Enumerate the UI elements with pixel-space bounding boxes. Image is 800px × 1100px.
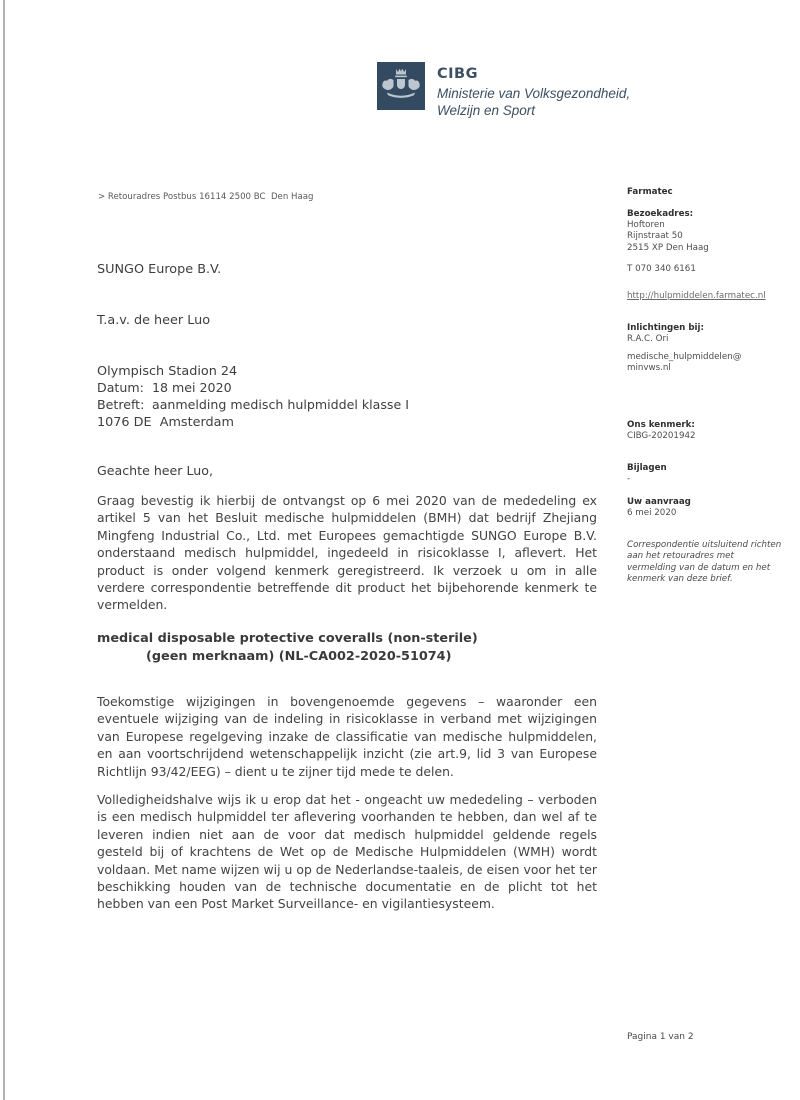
correspondence-note: Correspondentie uitsluitend richten aan het retouradres met vermelding van de datum en het kenmerk van deze brief. — [627, 540, 782, 585]
visit-address-line: 2515 XP Den Haag — [627, 242, 709, 253]
visit-address-line: Hoftoren — [627, 220, 665, 231]
betreft-label: Betreft: — [97, 397, 145, 413]
contact-email-line: medische_hulpmiddelen@ — [627, 352, 742, 362]
org-name: CIBG — [437, 66, 478, 82]
attachments-label: Bijlagen — [627, 463, 667, 473]
recipient-line: 1076 DE Amsterdam — [97, 415, 234, 430]
product-registration — [97, 630, 478, 666]
datum-label: Datum: — [97, 380, 144, 395]
visit-address-label: Bezoekadres: — [627, 209, 694, 219]
dutch-coat-of-arms-icon — [377, 62, 425, 110]
paragraph-changes: Toekomstige wijzigingen in bovengenoemde gegevens – waaronder een eventuele wijziging van de indeling in risicoklasse in verband met wijzigingen van Europese regelgeving inzake de classificatie van medische hulpmiddelen, en aan voortschrijdend wetenschappelijk inzicht (zie art.9, lid 3 van Europese Richtlijn 93/42/EEG) – dient u te zijner tijd mede te delen. — [97, 694, 597, 779]
reference-number: CIBG-20201942 — [627, 431, 696, 442]
paragraph-legal: Volledigheidshalve wijs ik u erop dat het - ongeacht uw mededeling – verboden is een medisch hulpmiddel ter aflevering voorhanden te hebben, dan wel af te leveren indien niet aan de voor dat medisch hulpmiddel geldende regels gesteld bij of krachtens de Wet op de Medische Hulpmiddelen (WMH) wordt voldaan. Met name wijzen wij u op de Nederlandse-taaleis, de eisen voor het ter beschikking houden van de technische documentatie en de plicht tot het hebben van een Post Market Surveillance- en vigilantiesysteem. — [97, 792, 597, 912]
request-date-value: 6 mei 2020 — [627, 508, 677, 519]
sidebar-department: Farmatec — [627, 187, 673, 197]
letterhead — [437, 66, 630, 119]
contact-block — [627, 323, 704, 345]
page-number: Pagina 1 van 2 — [627, 1032, 694, 1042]
datum-row — [97, 379, 409, 396]
contact-name: R.A.C. Ori — [627, 334, 669, 345]
request-date-label: Uw aanvraag — [627, 497, 691, 507]
request-date-block — [627, 497, 691, 519]
reference-block — [627, 420, 696, 442]
return-address: > Retouradres Postbus 16114 2500 BC Den Haag — [98, 192, 314, 202]
contact-email-line: minvws.nl — [627, 363, 671, 374]
recipient-address — [97, 227, 237, 465]
phone-number: T 070 340 6161 — [627, 264, 696, 274]
betreft-row — [97, 396, 409, 413]
ministry-name-line1: Ministerie van Volksgezondheid, — [437, 86, 631, 101]
attachments-block — [627, 463, 667, 485]
rijksoverheid-logo — [377, 62, 425, 110]
recipient-line: SUNGO Europe B.V. — [97, 262, 222, 277]
visit-address-line: Rijnstraat 50 — [627, 231, 683, 242]
salutation: Geachte heer Luo, — [97, 463, 213, 478]
attachments-value: - — [627, 474, 631, 485]
letter-meta — [97, 379, 409, 414]
ministry-name-line2: Welzijn en Sport — [437, 103, 536, 118]
visit-address-block — [627, 209, 709, 254]
contact-email — [627, 352, 741, 374]
reference-label: Ons kenmerk: — [627, 420, 695, 430]
website-link[interactable]: http://hulpmiddelen.farmatec.nl — [627, 291, 766, 301]
product-registration-number: (geen merknaam) (NL-CA002-2020-51074) — [146, 649, 452, 664]
paragraph-confirmation: Graag bevestig ik hierbij de ontvangst op 6 mei 2020 van de mededeling ex artikel 5 van het Besluit medische hulpmiddelen (BMH) dat bedrijf Zhejiang Mingfeng Industrial Co., Ltd. met Europees gemachtigde SUNGO Europe B.V. onderstaand medisch hulpmiddel, ingedeeld in risicoklasse I, aflevert. Het product is onder volgend kenmerk geregistreerd. Ik verzoek u om in alle verdere correspondentie betreffende dit product het bijbehorende kenmerk te vermelden. — [97, 493, 597, 613]
scan-edge-line — [3, 0, 5, 1100]
betreft-value: aanmelding medisch hulpmiddel klasse I — [152, 397, 409, 413]
recipient-line: Olympisch Stadion 24 — [97, 364, 238, 379]
recipient-line: T.a.v. de heer Luo — [97, 313, 211, 328]
datum-value: 18 mei 2020 — [152, 380, 232, 395]
product-name: medical disposable protective coveralls (non-sterile) — [97, 631, 478, 646]
contact-label: Inlichtingen bij: — [627, 323, 704, 333]
